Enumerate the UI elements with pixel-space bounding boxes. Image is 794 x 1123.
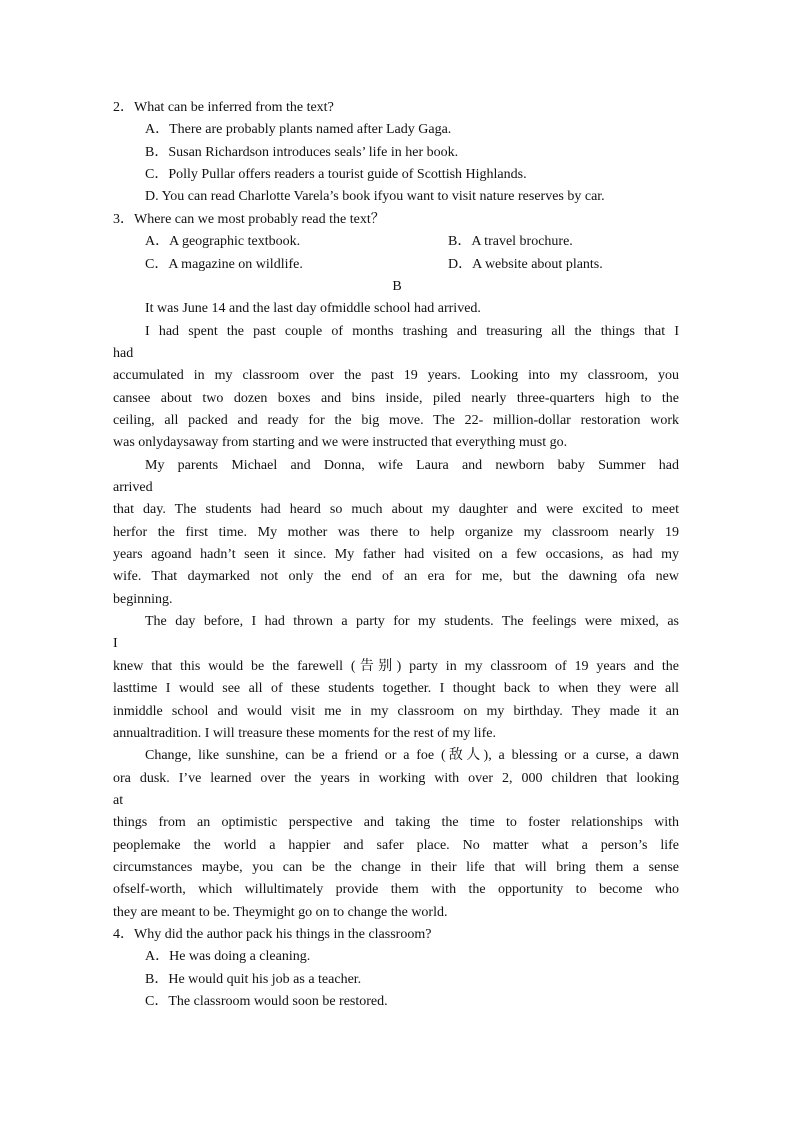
passage-line: Change, like sunshine, can be a friend or a foe (敌人), a blessing or a curse, a dawn bbox=[145, 748, 679, 763]
question-4-option-a: A．He was doing a cleaning. bbox=[145, 949, 311, 964]
passage-line: peoplemake the world a happier and safer place. No matter what a person’s life bbox=[113, 838, 679, 853]
passage-line: beginning. bbox=[113, 592, 173, 607]
question-3-option-c: C．A magazine on wildlife. bbox=[145, 257, 303, 272]
passage-line: ofself-worth, which willultimately provide them with the opportunity to become who bbox=[113, 882, 679, 897]
passage-line: that day. The students had heard so much about my daughter and were excited to meet bbox=[113, 502, 679, 517]
question-3-option-d: D．A website about plants. bbox=[448, 257, 603, 272]
passage-line: had bbox=[113, 346, 134, 361]
question-4-option-b: B．He would quit his job as a teacher. bbox=[145, 972, 362, 987]
question-2-option-b: B．Susan Richardson introduces seals’ life in her book. bbox=[145, 145, 459, 160]
question-3-option-a: A．A geographic textbook. bbox=[145, 234, 301, 249]
passage-line: cansee about two dozen boxes and bins inside, piled nearly three-quarters high to the bbox=[113, 391, 679, 406]
question-3-stem: 3．Where can we most probably read the text？ bbox=[113, 212, 385, 227]
section-label: B bbox=[392, 279, 402, 294]
passage-line: ceiling, all packed and ready for the big move. The 22- million-dollar restoration work bbox=[113, 413, 679, 428]
passage-line: circumstances maybe, you can be the change in their life that will bring them a sense bbox=[113, 860, 679, 875]
question-4-stem: 4．Why did the author pack his things in the classroom? bbox=[113, 927, 432, 942]
question-2-option-c: C．Polly Pullar offers readers a tourist guide of Scottish Highlands. bbox=[145, 167, 527, 182]
passage-line: knew that this would be the farewell (告别) party in my classroom of 19 years and the bbox=[113, 659, 679, 674]
passage-line: was onlydaysaway from starting and we were instructed that everything must go. bbox=[113, 435, 568, 450]
passage-line: wife. That daymarked not only the end of an era for me, but the dawning ofa new bbox=[113, 569, 679, 584]
question-2-stem: 2．What can be inferred from the text? bbox=[113, 100, 334, 115]
passage-line: inmiddle school and would visit me in my classroom on my birthday. They made it an bbox=[113, 704, 679, 719]
passage-line: I had spent the past couple of months trashing and treasuring all the things that I bbox=[145, 324, 679, 339]
passage-line: The day before, I had thrown a party for my students. The feelings were mixed, as bbox=[145, 614, 679, 629]
passage-line: I bbox=[113, 636, 118, 651]
question-2-option-d: D. You can read Charlotte Varela’s book ifyou want to visit nature reserves by car. bbox=[145, 189, 605, 204]
passage-line: ora dusk. I’ve learned over the years in working with over 2, 000 children that looking bbox=[113, 771, 679, 786]
passage-line: herfor the first time. My mother was there to help organize my classroom nearly 19 bbox=[113, 525, 679, 540]
question-4-option-c: C．The classroom would soon be restored. bbox=[145, 994, 388, 1009]
passage-line: they are meant to be. Theymight go on to change the world. bbox=[113, 905, 448, 920]
passage-line: years agoand hadn’t seen it since. My father had visited on a few occasions, as had my bbox=[113, 547, 679, 562]
passage-line: arrived bbox=[113, 480, 153, 495]
passage-line: accumulated in my classroom over the past 19 years. Looking into my classroom, you bbox=[113, 368, 679, 383]
passage-line: lasttime I would see all of these students together. I thought back to when they were all bbox=[113, 681, 679, 696]
passage-line: at bbox=[113, 793, 124, 808]
passage-line: It was June 14 and the last day ofmiddle school had arrived. bbox=[145, 301, 481, 316]
passage-line: My parents Michael and Donna, wife Laura and newborn baby Summer had bbox=[145, 458, 679, 473]
question-3-option-b: B．A travel brochure. bbox=[448, 234, 573, 249]
passage-line: things from an optimistic perspective and taking the time to foster relationships with bbox=[113, 815, 679, 830]
question-2-option-a: A．There are probably plants named after Lady Gaga. bbox=[145, 122, 452, 137]
passage-line: annualtradition. I will treasure these moments for the rest of my life. bbox=[113, 726, 496, 741]
